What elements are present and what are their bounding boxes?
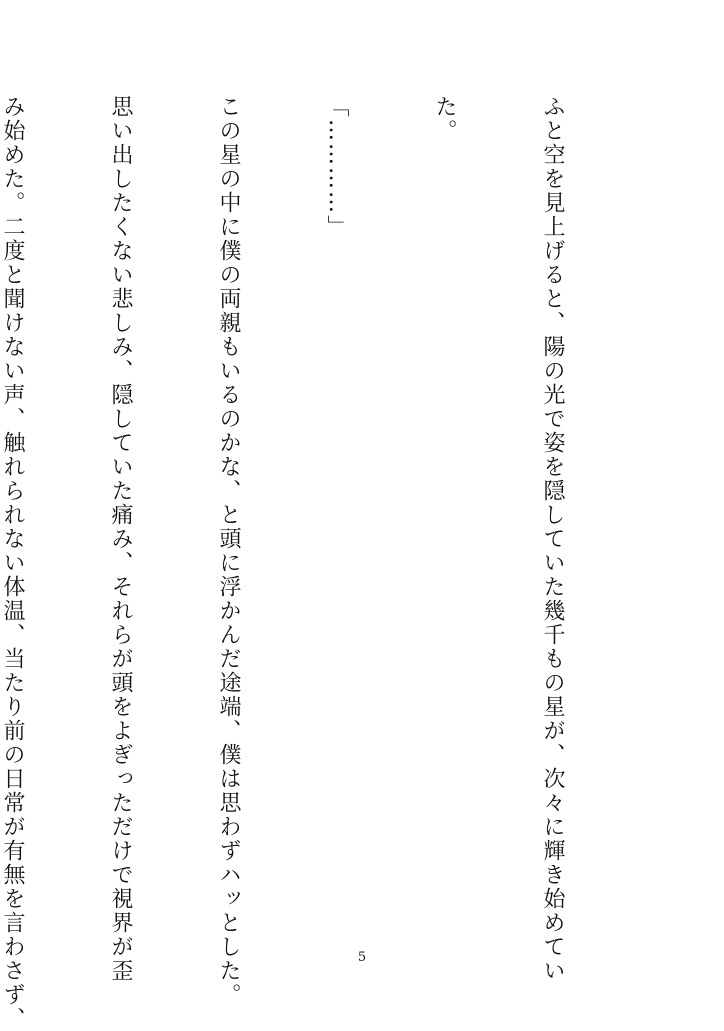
text-line: この星の中に僕の両親もいるのかな、と頭に浮かんだ途端、僕は思わずハッとした。: [216, 95, 241, 1007]
text-line: み始めた。二度と聞けない声、触れられない体温、当たり前の日常が有無を言わさず、: [0, 95, 25, 1031]
text-line: た。: [432, 95, 457, 143]
page-number: 5: [357, 950, 367, 965]
text-line: 「…………」: [324, 95, 349, 239]
text-line: ふと空を見上げると、陽の光で姿を隠していた幾千もの星が、次々に輝き始めてい: [540, 95, 565, 983]
vertical-text-block: [0, 95, 642, 1031]
text-line: 思い出したくない悲しみ、隠していた痛み、それらが頭をよぎっただけで視界が歪: [108, 95, 133, 983]
